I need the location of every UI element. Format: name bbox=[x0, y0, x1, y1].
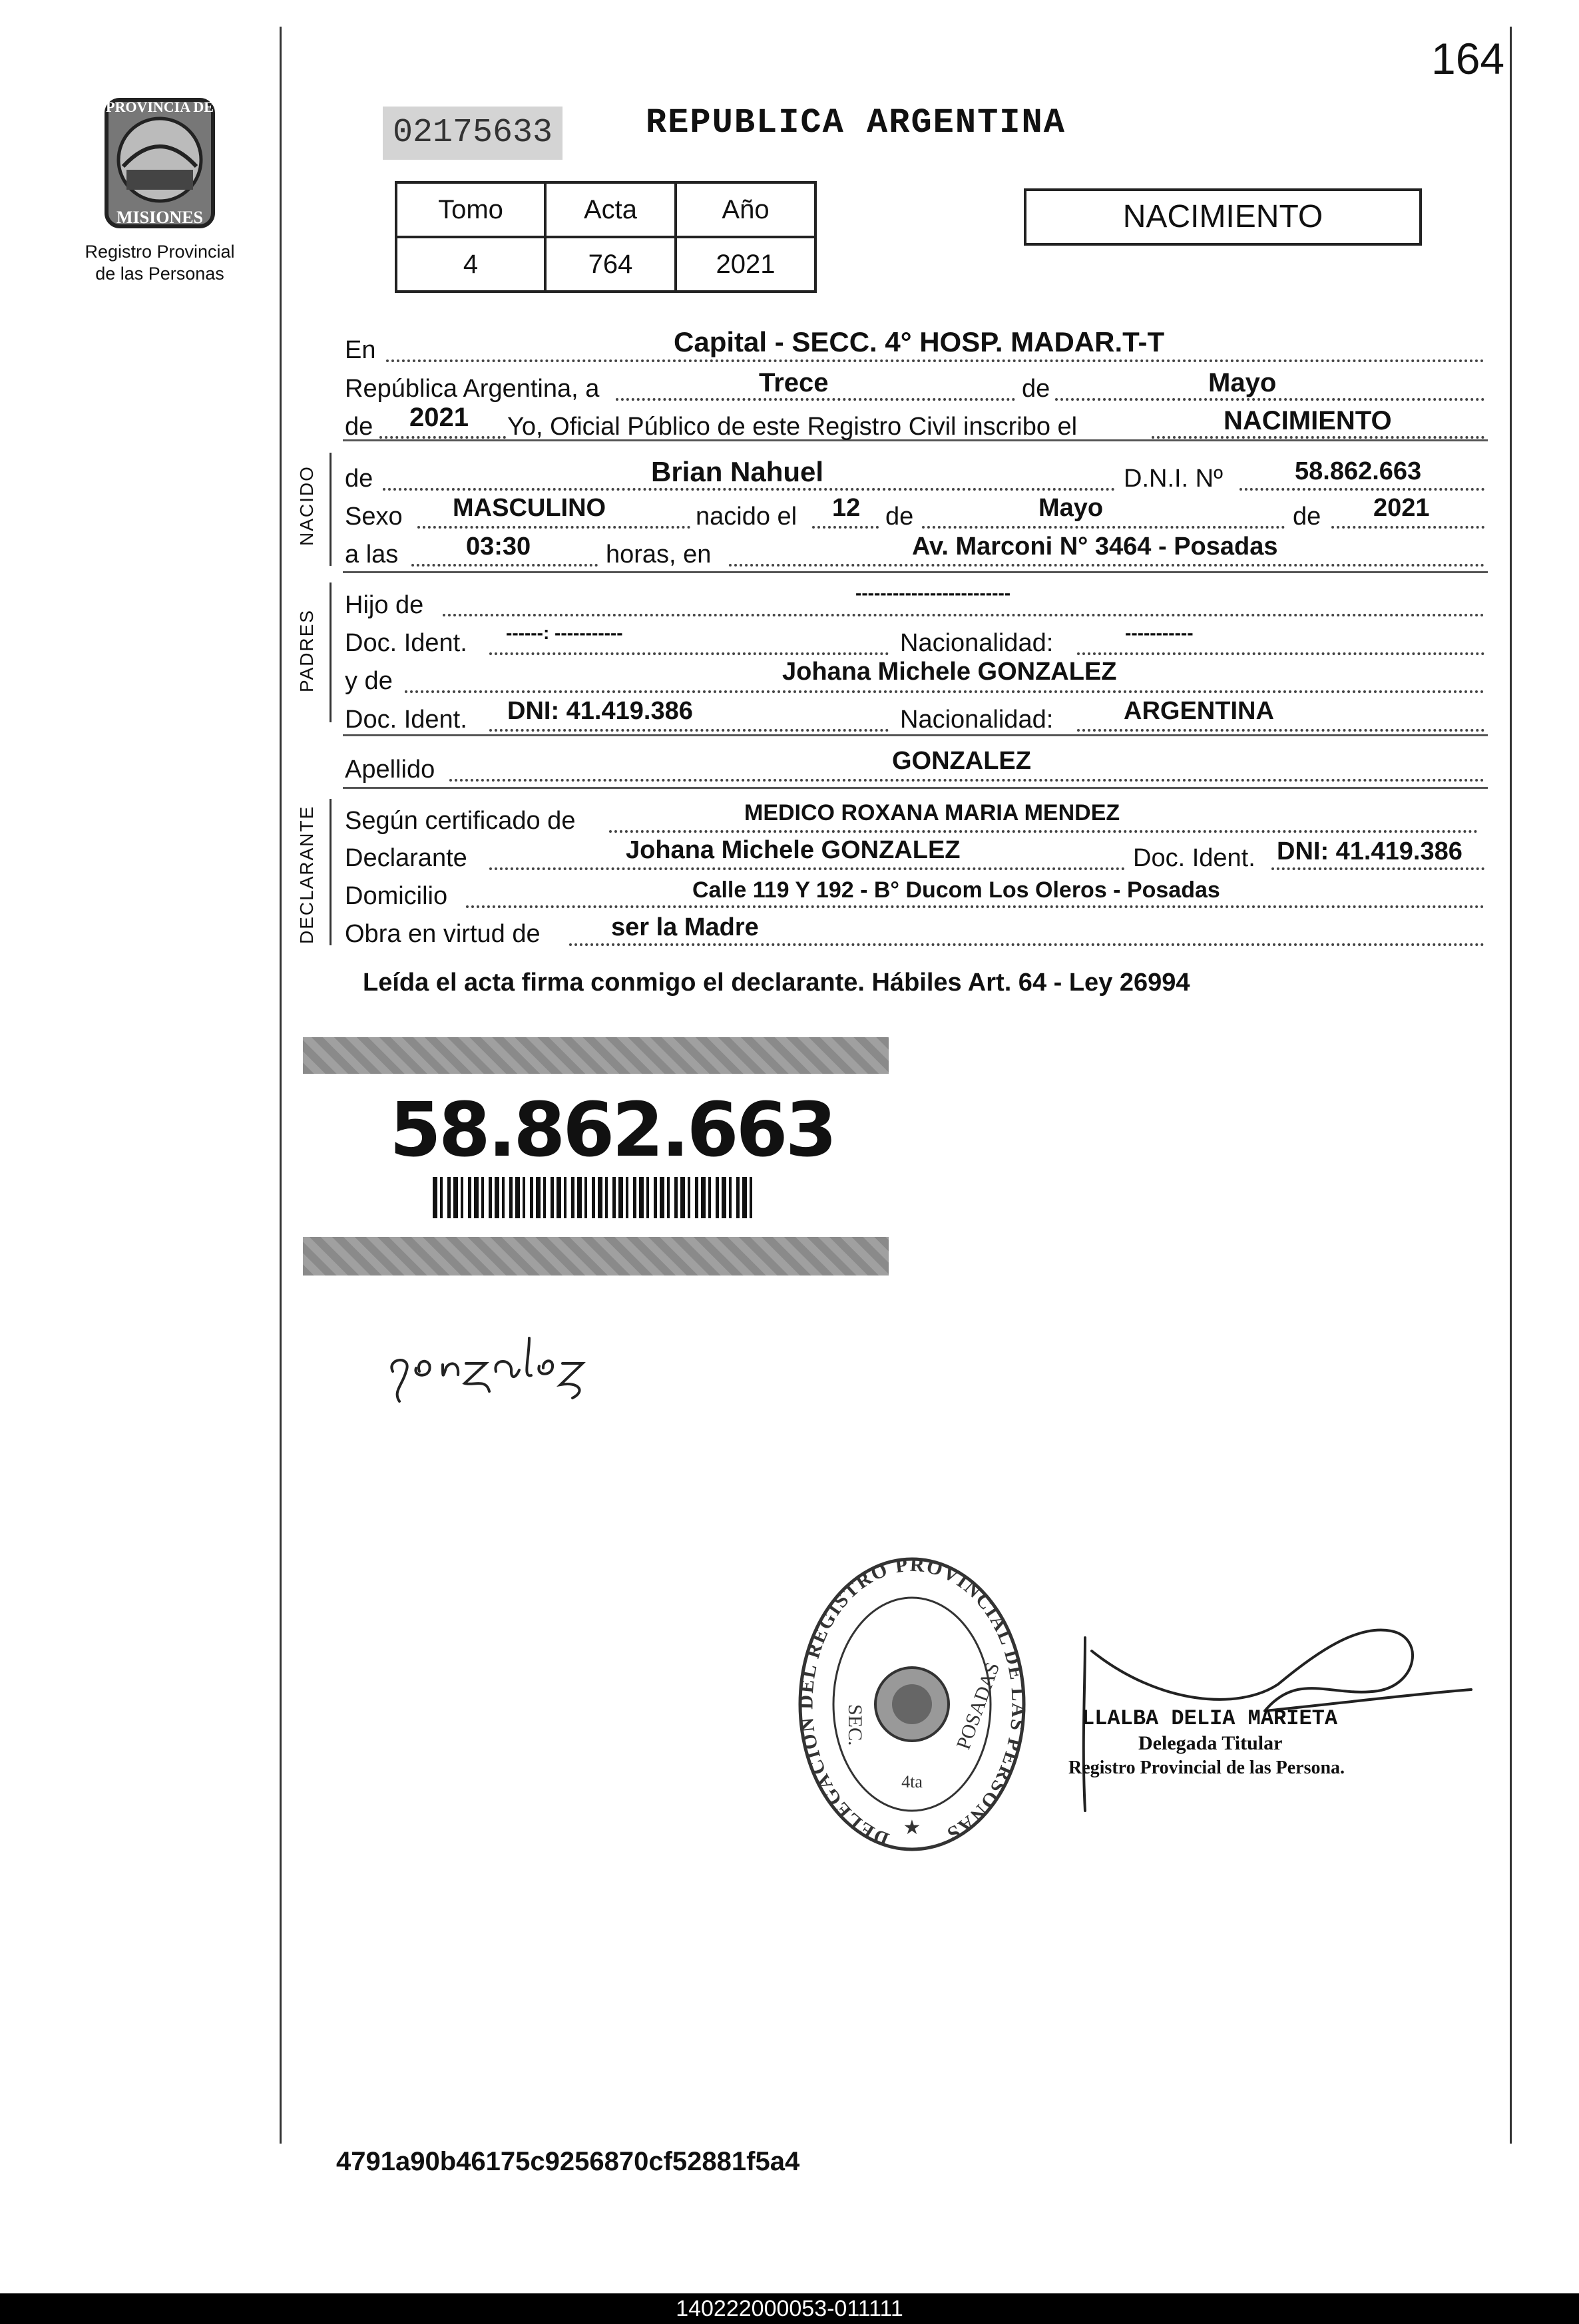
dots-declarante bbox=[489, 867, 1125, 870]
label-en: En bbox=[345, 336, 376, 364]
section-nacido: NACIDO bbox=[296, 465, 317, 546]
province-logo bbox=[87, 87, 233, 240]
legal-note: Leída el acta firma conmigo el declarante. Hábiles Art. 64 - Ley 26994 bbox=[363, 969, 1190, 997]
svg-text:★: ★ bbox=[903, 1817, 921, 1839]
label-nacido-el: nacido el bbox=[696, 503, 797, 531]
dots-doc-padre bbox=[489, 652, 889, 655]
value-sexo: MASCULINO bbox=[453, 494, 606, 522]
dni-label bbox=[303, 1037, 889, 1276]
value-padre: ------------------------- bbox=[855, 582, 1011, 603]
value-lugar-nac: Av. Marconi N° 3464 - Posadas bbox=[912, 533, 1278, 561]
official-office: Registro Provincial de las Persona. bbox=[1068, 1757, 1345, 1778]
serial-stamp: 02175633 bbox=[383, 107, 563, 160]
label-segun: Según certificado de bbox=[345, 807, 576, 835]
value-certificado: MEDICO ROXANA MARIA MENDEZ bbox=[744, 800, 1120, 825]
dots-mes-nac bbox=[922, 526, 1285, 529]
value-dni: 58.862.663 bbox=[1295, 457, 1422, 485]
label-horas-en: horas, en bbox=[606, 541, 712, 569]
value-nac-madre: ARGENTINA bbox=[1124, 697, 1274, 725]
document-hash: 4791a90b46175c9256870cf52881f5a4 bbox=[336, 2147, 800, 2176]
col-header-tomo: Tomo bbox=[396, 182, 545, 237]
label-dni: D.N.I. Nº bbox=[1124, 465, 1223, 493]
dots-acto bbox=[1152, 436, 1484, 439]
label-de-name: de bbox=[345, 465, 373, 493]
label-obra: Obra en virtud de bbox=[345, 920, 541, 948]
seal-center-right: POSADAS bbox=[952, 1659, 1005, 1753]
divider-4 bbox=[343, 787, 1488, 789]
nacido-bar bbox=[330, 453, 332, 566]
value-dia: 12 bbox=[832, 494, 861, 522]
value-anio-nac: 2021 bbox=[1373, 494, 1430, 522]
dots-dni bbox=[1240, 488, 1484, 491]
value-acto: NACIMIENTO bbox=[1224, 406, 1392, 435]
right-border bbox=[1510, 27, 1512, 2144]
dots-doc-madre bbox=[489, 729, 889, 732]
left-border bbox=[280, 27, 282, 2144]
divider-2 bbox=[343, 571, 1488, 573]
value-nac-padre: ----------- bbox=[1125, 622, 1194, 643]
label-nacionalidad-1: Nacionalidad: bbox=[900, 629, 1054, 657]
label-hijo-de: Hijo de bbox=[345, 591, 424, 619]
section-declarante: DECLARANTE bbox=[296, 805, 317, 944]
label-doc-ident-2: Doc. Ident. bbox=[345, 706, 467, 734]
label-sexo: Sexo bbox=[345, 503, 403, 531]
dots-dia-nac bbox=[812, 526, 879, 529]
page-number: 164 bbox=[1431, 34, 1505, 83]
dots-hora bbox=[411, 564, 598, 567]
label-de-year: de bbox=[345, 413, 373, 441]
dots-obra bbox=[569, 943, 1484, 946]
official-seal bbox=[792, 1551, 1032, 1861]
label-declarante: Declarante bbox=[345, 844, 467, 872]
dots-nac-madre bbox=[1077, 729, 1484, 732]
dots-en bbox=[386, 359, 1484, 362]
value-nombre: Brian Nahuel bbox=[651, 456, 824, 487]
value-domicilio: Calle 119 Y 192 - B° Ducom Los Oleros - Posadas bbox=[692, 877, 1220, 903]
bottom-bar bbox=[0, 2293, 1579, 2324]
dots-certificado bbox=[609, 830, 1478, 833]
anio-value: 2021 bbox=[676, 237, 815, 292]
label-y-de: y de bbox=[345, 667, 393, 695]
logo-caption bbox=[60, 241, 260, 285]
section-padres: PADRES bbox=[296, 608, 317, 692]
seal-ring-text: DELEGACION DEL REGISTRO PROVINCIAL DE LAS PERSONAS bbox=[795, 1553, 1030, 1851]
dots-madre bbox=[405, 690, 1484, 693]
dots-nombre bbox=[383, 488, 1115, 491]
dni-label-band-top bbox=[303, 1037, 889, 1074]
declarante-bar bbox=[330, 799, 332, 945]
value-declarante: Johana Michele GONZALEZ bbox=[626, 836, 961, 864]
dni-label-number: 58.862.663 bbox=[389, 1087, 835, 1174]
logo-seal-bottom: MISIONES bbox=[116, 208, 204, 227]
value-mes: Mayo bbox=[1208, 368, 1277, 397]
label-domicilio: Domicilio bbox=[345, 882, 448, 910]
logo-seal-top: PROVINCIA DE bbox=[106, 99, 214, 115]
value-doc-padre: ------: ----------- bbox=[506, 622, 623, 643]
col-header-acta: Acta bbox=[545, 182, 676, 237]
logo-caption-line1: Registro Provincial bbox=[85, 242, 235, 262]
divider-3 bbox=[343, 734, 1488, 736]
dots-doc-declarante bbox=[1271, 867, 1484, 870]
official-name: LLALBA DELIA MARIETA bbox=[1082, 1706, 1338, 1731]
dots-lugar-nac bbox=[729, 564, 1484, 567]
seal-center-bottom: 4ta bbox=[901, 1772, 923, 1791]
label-nacionalidad-2: Nacionalidad: bbox=[900, 706, 1054, 734]
document-title: REPUBLICA ARGENTINA bbox=[646, 103, 1066, 142]
barcode bbox=[433, 1177, 752, 1218]
dni-label-band-bottom bbox=[303, 1237, 889, 1276]
dots-domicilio bbox=[466, 905, 1484, 908]
dots-nac-padre bbox=[1077, 652, 1484, 655]
dots-dia bbox=[616, 398, 1015, 401]
label-apellido: Apellido bbox=[345, 756, 435, 784]
padres-bar bbox=[330, 582, 332, 722]
declarant-signature bbox=[379, 1331, 606, 1408]
dots-padre bbox=[443, 614, 1484, 616]
dots-sexo bbox=[417, 526, 690, 529]
label-republica: República Argentina, a bbox=[345, 375, 600, 403]
value-doc-declarante: DNI: 41.419.386 bbox=[1277, 837, 1463, 865]
dots-apellido bbox=[449, 779, 1484, 782]
seal-center-left: SEC. bbox=[844, 1704, 866, 1746]
label-de-month: de bbox=[1022, 375, 1050, 403]
label-doc-ident-1: Doc. Ident. bbox=[345, 629, 467, 657]
logo-caption-line2: de las Personas bbox=[95, 264, 224, 284]
dots-anio-nac bbox=[1331, 526, 1484, 529]
value-obra: ser la Madre bbox=[611, 913, 759, 941]
official-role: Delegada Titular bbox=[1138, 1732, 1283, 1754]
value-dia-letras: Trece bbox=[759, 368, 829, 397]
dots-anio bbox=[379, 436, 506, 439]
label-oficial: Yo, Oficial Público de este Registro Civil inscribo el bbox=[507, 413, 1078, 441]
value-mes-nac: Mayo bbox=[1038, 494, 1104, 522]
value-doc-madre: DNI: 41.419.386 bbox=[507, 697, 693, 725]
bottom-bar-code: 140222000053-011111 bbox=[676, 2296, 903, 2321]
value-apellido: GONZALEZ bbox=[892, 747, 1031, 775]
label-a-las: a las bbox=[345, 541, 399, 569]
value-madre: Johana Michele GONZALEZ bbox=[782, 658, 1117, 686]
registry-table bbox=[395, 181, 817, 293]
value-lugar: Capital - SECC. 4° HOSP. MADAR.T-T bbox=[674, 326, 1165, 357]
label-de3: de bbox=[1293, 503, 1321, 531]
tomo-value: 4 bbox=[396, 237, 545, 292]
col-header-anio: Año bbox=[676, 182, 815, 237]
record-type-box: NACIMIENTO bbox=[1024, 188, 1422, 246]
value-hora: 03:30 bbox=[466, 533, 531, 561]
acta-value: 764 bbox=[545, 237, 676, 292]
label-de2: de bbox=[885, 503, 914, 531]
value-anio: 2021 bbox=[409, 403, 469, 432]
dots-mes bbox=[1055, 398, 1484, 401]
label-doc-ident-3: Doc. Ident. bbox=[1133, 844, 1255, 872]
